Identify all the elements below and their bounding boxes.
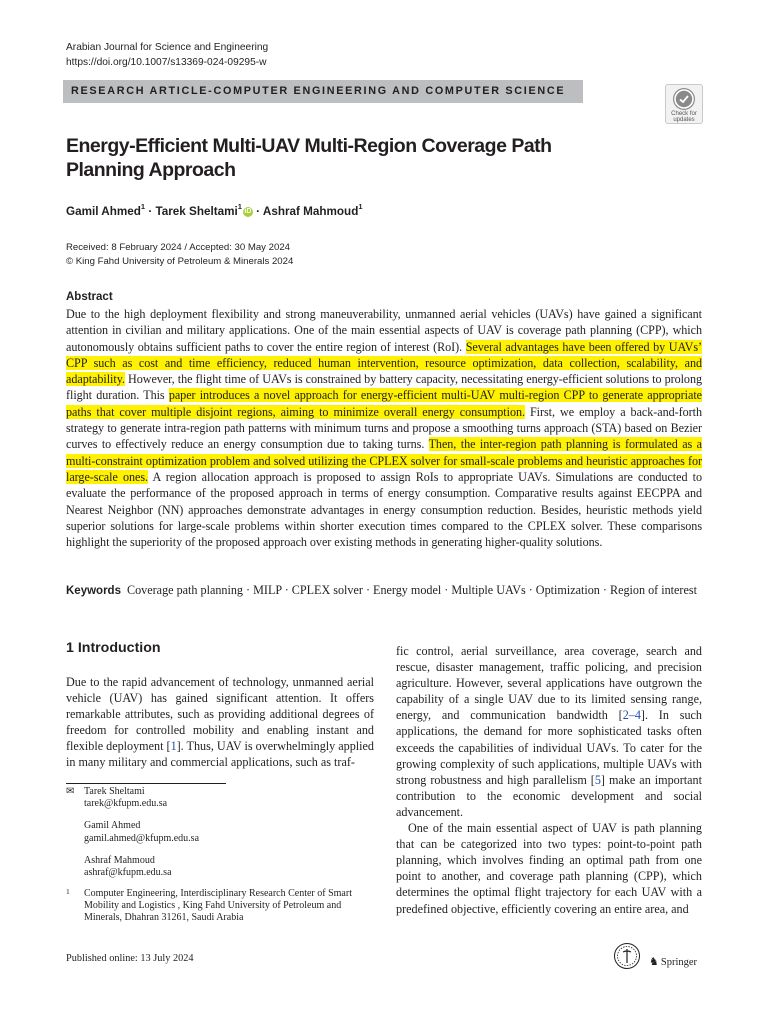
- contact-email[interactable]: gamil.ahmed@kfupm.edu.sa: [84, 832, 200, 844]
- introduction-heading: 1 Introduction: [66, 640, 161, 656]
- contact-entry: [84, 786, 366, 810]
- author-list: [66, 202, 363, 219]
- contact-name: Tarek Sheltami: [84, 786, 145, 797]
- author-separator: ·: [145, 205, 156, 218]
- abstract-segment: A region allocation approach is proposed to assign RoIs to appropriate UAVs. Simulations are conducted to evaluate the performance of the proposed approach in terms of energy consumption. Comparative results against EECPPA and Nearest Neighbor (NN) approaches demonstrate advantages in energy consumption reduction. Besides, heuristic methods yield superior solutions for large-scale problems within shorter execution times compared to the CPLEX solver. These comparisons highlight the superiority of the proposed approach over existing methods in generating higher-quality solutions.: [66, 469, 702, 550]
- author-name[interactable]: Ashraf Mahmoud: [262, 205, 359, 218]
- keywords-list: Coverage path planning · MILP · CPLEX solver · Energy model · Multiple UAVs · Optimization · Region of interest: [127, 583, 697, 597]
- article-dates: [66, 241, 293, 268]
- journal-name: Arabian Journal for Science and Engineering: [66, 42, 269, 53]
- journal-header: [66, 40, 268, 70]
- badge-line-2: updates: [673, 117, 695, 123]
- highlighted-text: Several advantages have been offered by UAVs’ CPP such as cost and time efficiency, reduced human intervention, resource optimization, data collection, scalability, and adaptability.: [66, 339, 702, 387]
- badge-line-1: Check for: [671, 111, 697, 117]
- abstract-text: [66, 306, 702, 550]
- author-affiliation-mark: 1: [140, 202, 146, 212]
- body-text: fic control, aerial surveillance, area coverage, search and rescue, disaster management, traffic policing, and precision agriculture. However, several applications have outgrown the capability of a single UAV due to its limited sensing range, energy, and communication bandwidth [: [396, 644, 702, 723]
- corresponding-contacts: [66, 786, 366, 889]
- check-for-updates-badge[interactable]: [665, 84, 703, 124]
- doi-link[interactable]: https://doi.org/10.1007/s13369-024-09295-w: [66, 57, 267, 68]
- author-name[interactable]: Tarek Sheltami: [155, 205, 238, 218]
- author-affiliation-mark: 1: [358, 202, 363, 212]
- citation-link[interactable]: 2–4: [622, 708, 641, 723]
- orcid-icon[interactable]: iD: [244, 207, 252, 215]
- body-text: ] make an important contribution to the economic development and social advancement.: [396, 772, 702, 819]
- contact-name: Gamil Ahmed: [84, 820, 141, 832]
- published-online-date: Published online: 13 July 2024: [66, 953, 194, 964]
- introduction-right-column: [396, 643, 702, 917]
- received-accepted-dates: Received: 8 February 2024 / Accepted: 30 May 2024: [66, 242, 290, 253]
- author-separator: ·: [252, 205, 263, 218]
- affiliation-footnote: [66, 888, 366, 925]
- footnote-divider: [66, 783, 226, 784]
- article-title: Energy-Efficient Multi-UAV Multi-Region Coverage Path Planning Approach: [66, 135, 552, 181]
- affiliation-text: Computer Engineering, Interdisciplinary Research Center of Smart Mobility and Logistics , King Fahd University of Petroleum and Minerals, Dhahran 31261, Saudi Arabia: [84, 888, 352, 924]
- abstract-segment: First, we employ a back-and-forth strategy to generate intra-region path patterns with minimum turns and propose a smoothing turns approach (STA) based on Bezier curves to effectively reduce an energy consumption due to taking turns.: [66, 404, 702, 452]
- contact-entry: [84, 855, 366, 879]
- springer-logo[interactable]: [649, 955, 697, 968]
- citation-link[interactable]: 1: [170, 739, 177, 754]
- body-text: ]. In such applications, the demand for more sophisticated tasks often exceeds the capabilities of individual UAVs. To cater for the growing complexity of such applications, multiple UAVs with strong robustness and high parallelism [: [396, 708, 702, 787]
- highlighted-text: Then, the inter-region path planning is formulated as a multi-constraint optimization problem and solved utilizing the CPLEX solver for small-scale problems and heuristic approaches for large-scale ones.: [66, 437, 702, 484]
- springer-horse-icon: ♞: [649, 956, 659, 968]
- check-for-updates-icon: [673, 88, 695, 110]
- body-text: Due to the rapid advancement of technology, unmanned aerial vehicle (UAV) has gained significant attention. It offers remarkable attributes, such as providing additional degrees of freedom for controlled mobility and enabling instant and flexible deployment [: [66, 675, 374, 754]
- contact-entry: [84, 820, 366, 844]
- citation-link[interactable]: 5: [594, 772, 601, 787]
- introduction-paragraph: [396, 643, 702, 820]
- keywords-heading: Keywords: [66, 585, 121, 597]
- author-affiliation-mark: 1: [237, 202, 242, 212]
- introduction-paragraph: One of the main essential aspect of UAV is path planning that can be categorized into two types: point-to-point path planning, which involves finding an optimal path from one point to another, and coverage path planning (CPP), which determines the optimal flight trajectory for each UAV with a predefined objective, efficiently covering an entire area, and: [396, 821, 702, 916]
- article-type-banner: RESEARCH ARTICLE-COMPUTER ENGINEERING AND COMPUTER SCIENCE: [63, 80, 583, 103]
- contact-email[interactable]: ashraf@kfupm.edu.sa: [84, 867, 172, 879]
- abstract-heading: Abstract: [66, 291, 113, 303]
- author-name[interactable]: Gamil Ahmed: [66, 205, 141, 218]
- contact-email[interactable]: tarek@kfupm.edu.sa: [84, 798, 168, 810]
- highlighted-text: paper introduces a novel approach for energy-efficient multi-UAV multi-region CPP to generate appropriate paths that cover multiple disjoint regions, aiming to minimize overall energy consumption.: [66, 388, 702, 419]
- journal-seal-icon: [613, 942, 641, 970]
- keywords: [66, 582, 702, 599]
- body-text: ]. Thus, UAV is overwhelmingly applied in many military and commercial applications, such as traf-: [66, 739, 375, 770]
- copyright-notice: © King Fahd University of Petroleum & Minerals 2024: [66, 255, 294, 267]
- envelope-icon: ✉: [66, 786, 75, 797]
- abstract-segment: However, the flight time of UAVs is constrained by battery capacity, necessitating energy-efficient solutions to prolong flight duration. This: [66, 372, 702, 403]
- affiliation-number: 1: [66, 887, 70, 896]
- abstract-segment: Due to the high deployment flexibility and strong maneuverability, unmanned aerial vehicles (UAVs) have gained a significant attention in civilian and military applications. One of the main essential aspects of UAV is coverage path planning (CPP), which autonomously obtains sufficient paths to cover the entire region of interest (RoI).: [66, 307, 702, 354]
- contact-name: Ashraf Mahmoud: [84, 854, 155, 866]
- publisher-name: Springer: [660, 957, 698, 968]
- introduction-left-column: [66, 674, 374, 771]
